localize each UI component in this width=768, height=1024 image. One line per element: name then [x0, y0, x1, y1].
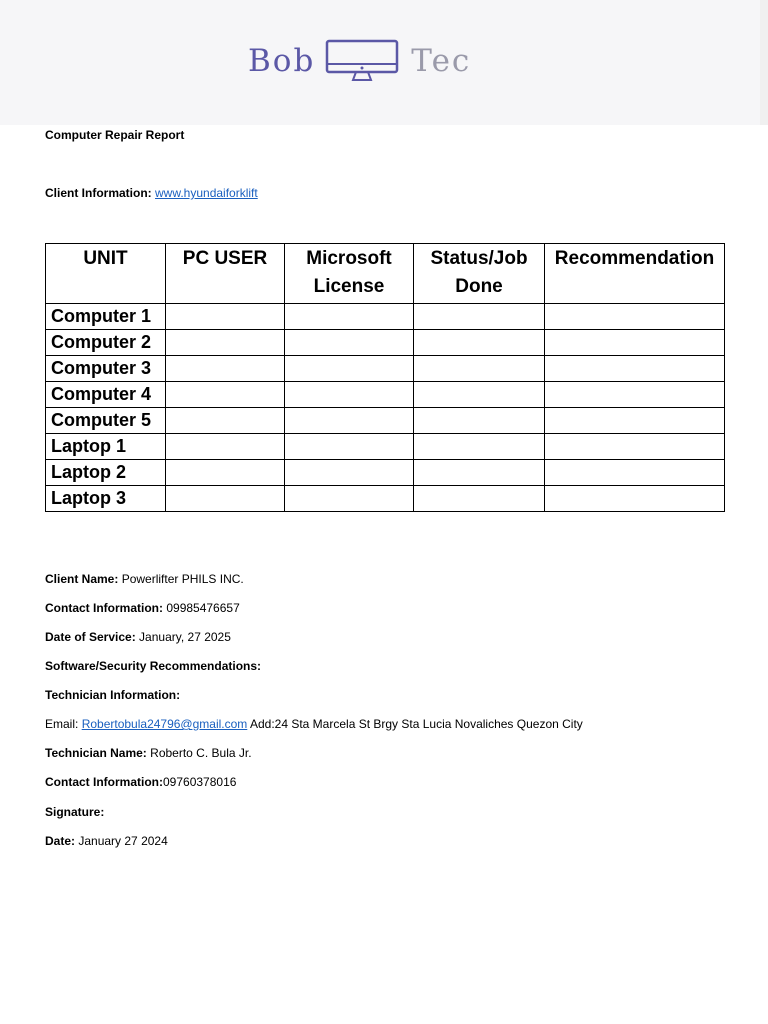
- header-recommendation: Recommendation: [545, 244, 725, 304]
- license-cell[interactable]: [285, 304, 414, 330]
- status-cell[interactable]: [414, 434, 545, 460]
- logo-right-word: Tec: [411, 43, 472, 79]
- license-cell[interactable]: [285, 382, 414, 408]
- technician-contact-line: [45, 774, 236, 790]
- date-label: Date:: [45, 834, 76, 848]
- address-text: Add:24 Sta Marcela St Brgy Sta Lucia Novaliches Quezon City: [249, 717, 583, 731]
- table-row: [46, 356, 725, 382]
- contact-information-line: [45, 600, 240, 616]
- unit-cell: Computer 1: [46, 304, 166, 330]
- status-cell[interactable]: [414, 304, 545, 330]
- header-microsoft-license: Microsoft License: [285, 244, 414, 304]
- recommendation-cell[interactable]: [545, 486, 725, 512]
- pc-user-cell[interactable]: [166, 460, 285, 486]
- client-website-link[interactable]: www.hyundaiforklift: [155, 186, 258, 200]
- recommendation-cell[interactable]: [545, 460, 725, 486]
- pc-user-cell[interactable]: [166, 434, 285, 460]
- table-header-row: [46, 244, 725, 304]
- date-of-service-line: [45, 629, 231, 645]
- date-line: [45, 833, 168, 849]
- header-status-job-done: Status/Job Done: [414, 244, 545, 304]
- client-name-line: [45, 571, 244, 587]
- technician-contact-label: Contact Information:: [45, 775, 163, 789]
- units-table: [45, 243, 725, 512]
- table-row: [46, 382, 725, 408]
- pc-user-cell[interactable]: [166, 382, 285, 408]
- client-information-label: Client Information:: [45, 186, 152, 200]
- pc-user-cell[interactable]: [166, 330, 285, 356]
- email-line: [45, 716, 583, 732]
- date-of-service-label: Date of Service:: [45, 630, 136, 644]
- status-cell[interactable]: [414, 356, 545, 382]
- status-cell[interactable]: [414, 408, 545, 434]
- header-edge: [760, 0, 768, 125]
- recommendation-cell[interactable]: [545, 382, 725, 408]
- technician-information-label: Technician Information:: [45, 688, 181, 702]
- unit-cell: Computer 4: [46, 382, 166, 408]
- bobtec-logo: [248, 36, 471, 86]
- status-cell[interactable]: [414, 382, 545, 408]
- pc-user-cell[interactable]: [166, 356, 285, 382]
- recommendation-cell[interactable]: [545, 330, 725, 356]
- status-cell[interactable]: [414, 460, 545, 486]
- license-cell[interactable]: [285, 486, 414, 512]
- contact-information-value: 09985476657: [166, 601, 240, 615]
- status-cell[interactable]: [414, 330, 545, 356]
- pc-user-cell[interactable]: [166, 304, 285, 330]
- unit-cell: Laptop 1: [46, 434, 166, 460]
- technician-contact-value: 09760378016: [163, 775, 237, 789]
- recommendation-cell[interactable]: [545, 434, 725, 460]
- recommendation-cell[interactable]: [545, 304, 725, 330]
- logo-left-word: Bob: [248, 43, 316, 79]
- recommendation-cell[interactable]: [545, 356, 725, 382]
- header-unit: UNIT: [46, 244, 166, 304]
- client-name-label: Client Name:: [45, 572, 119, 586]
- license-cell[interactable]: [285, 330, 414, 356]
- unit-cell: Computer 2: [46, 330, 166, 356]
- signature-label: Signature:: [45, 805, 105, 819]
- license-cell[interactable]: [285, 434, 414, 460]
- unit-cell: Laptop 2: [46, 460, 166, 486]
- unit-cell: Computer 5: [46, 408, 166, 434]
- unit-cell: Computer 3: [46, 356, 166, 382]
- license-cell[interactable]: [285, 460, 414, 486]
- contact-information-label: Contact Information:: [45, 601, 163, 615]
- monitor-icon: [325, 39, 399, 83]
- email-link[interactable]: Robertobula24796@gmail.com: [81, 717, 248, 731]
- client-information-line: [45, 185, 258, 201]
- report-title: Computer Repair Report: [45, 128, 185, 142]
- technician-name-label: Technician Name:: [45, 746, 147, 760]
- table-row: [46, 408, 725, 434]
- pc-user-cell[interactable]: [166, 408, 285, 434]
- table-row: [46, 486, 725, 512]
- technician-name-line: [45, 745, 252, 761]
- license-cell[interactable]: [285, 408, 414, 434]
- software-recommendations-label: Software/Security Recommendations:: [45, 659, 262, 673]
- status-cell[interactable]: [414, 486, 545, 512]
- technician-name-value: Roberto C. Bula Jr.: [150, 746, 252, 760]
- unit-cell: Laptop 3: [46, 486, 166, 512]
- table-row: [46, 304, 725, 330]
- client-name-value: Powerlifter PHILS INC.: [121, 572, 244, 586]
- document-header: [0, 0, 760, 125]
- email-label: Email:: [45, 717, 79, 731]
- header-pc-user: PC USER: [166, 244, 285, 304]
- recommendation-cell[interactable]: [545, 408, 725, 434]
- table-row: [46, 460, 725, 486]
- license-cell[interactable]: [285, 356, 414, 382]
- date-of-service-value: January, 27 2025: [139, 630, 231, 644]
- table-row: [46, 330, 725, 356]
- table-row: [46, 434, 725, 460]
- pc-user-cell[interactable]: [166, 486, 285, 512]
- date-value: January 27 2024: [78, 834, 168, 848]
